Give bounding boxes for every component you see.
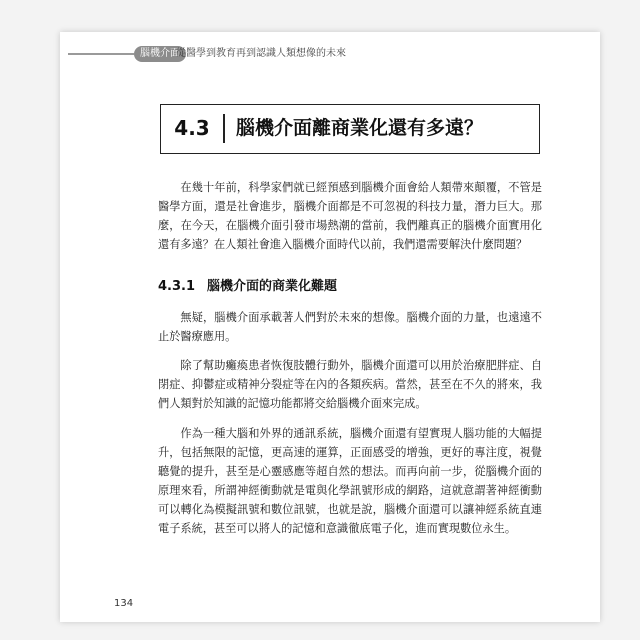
subsection-number: 4.3.1 [158, 279, 196, 294]
subsection-heading [158, 278, 337, 296]
running-header [60, 46, 600, 62]
chapter-title: 從醫學到教育再到認識人類想像的未來 [176, 48, 346, 59]
paragraph-2: 除了幫助癱瘓患者恢復肢體行動外，腦機介面還可以用於治療肥胖症、自閉症、抑鬱症或精神分裂症等在內的各類疾病。當然，甚至在不久的將來，我們人類對於知識的記憶功能都將交給腦機介面來完成。 [158, 359, 542, 410]
page-number: 134 [114, 598, 134, 609]
chapter-badge: 腦機介面 [134, 46, 186, 62]
section-heading-box [160, 104, 540, 154]
paragraph-1: 無疑，腦機介面承載著人們對於未來的想像。腦機介面的力量，也遠遠不止於醫療應用。 [158, 311, 542, 343]
book-page [60, 32, 600, 622]
header-rule [68, 53, 134, 55]
section-number: 4.3 [174, 116, 210, 140]
intro-paragraph: 在幾十年前，科學家們就已經預感到腦機介面會給人類帶來顛覆，不管是醫學方面，還是社會進步，腦機介面都是不可忽視的科技力量，潛力巨大。那麼，在今天，在腦機介面引發市場熱潮的當前，我們離真正的腦機介面實用化還有多遠？在人類社會進入腦機介面時代以前，我們還需要解決什麼問題？ [158, 181, 542, 251]
subsection-title: 腦機介面的商業化難題 [207, 279, 338, 294]
section-divider [223, 114, 225, 143]
paragraph-3: 作為一種大腦和外界的通訊系統，腦機介面還有望實現人腦功能的大幅提升，包括無限的記憶，更高速的運算，正面感受的增強，更好的專注度，視覺聽覺的提升，甚至是心靈感應等超自然的想法。而再向前一步，從腦機介面的原理來看，所謂神經衝動就是電與化學訊號形成的網路，這就意謂著神經衝動可以轉化為模擬訊號和數位訊號，也就是說，腦機介面還可以讓神經系統直連電子系統，甚至可以將人的記憶和意識徹底電子化，進而實現數位永生。 [158, 427, 542, 535]
section-title: 腦機介面離商業化還有多遠？ [236, 117, 484, 139]
